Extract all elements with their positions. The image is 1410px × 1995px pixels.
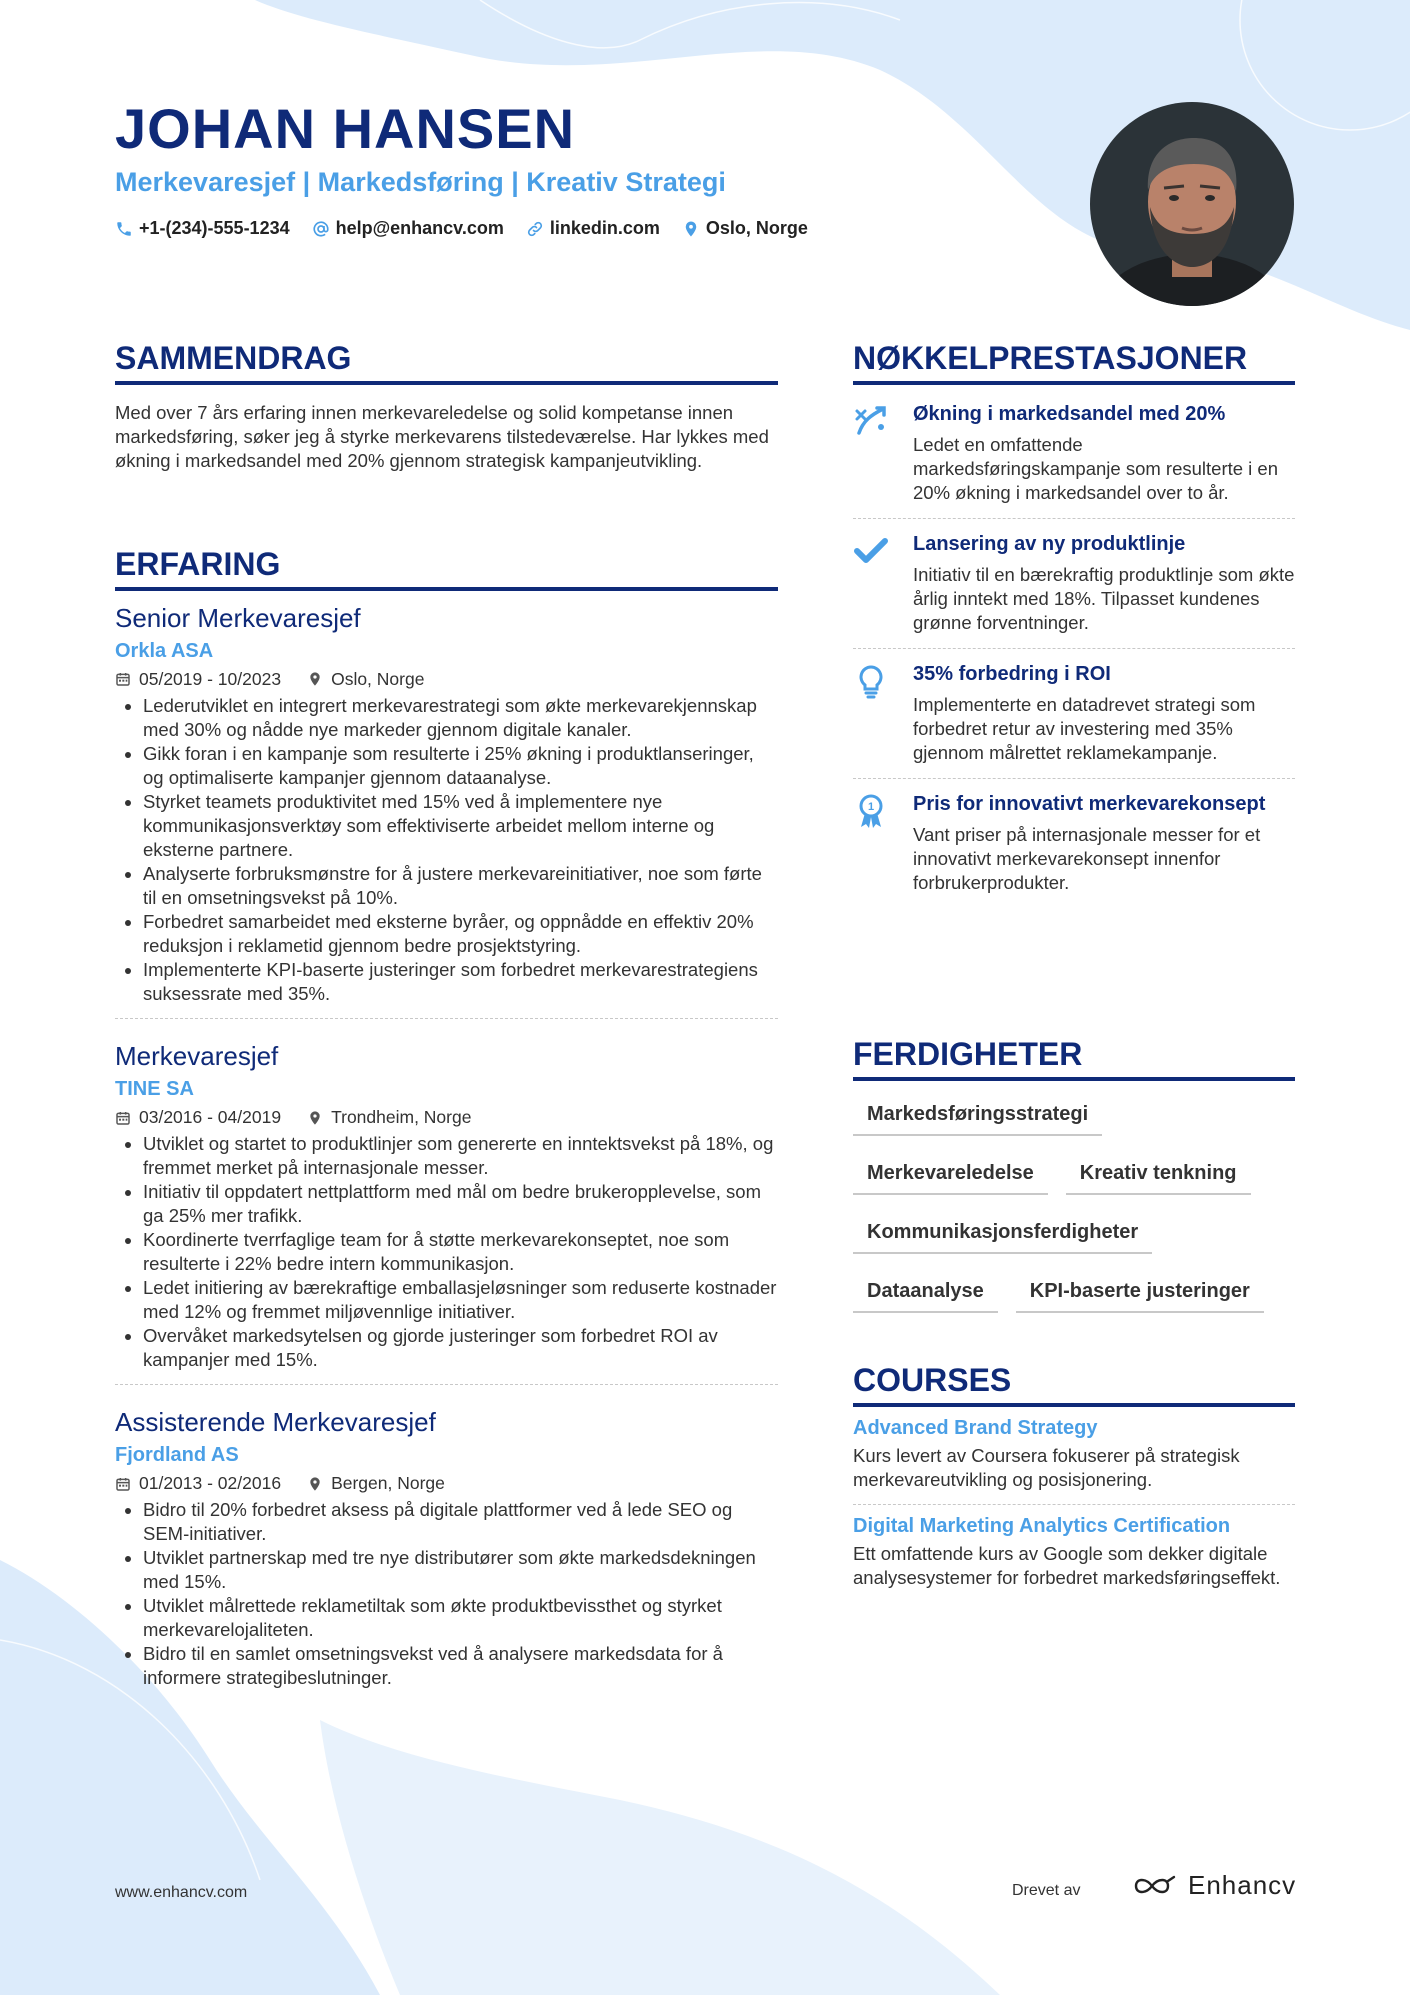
job-bullet: • Overvåket markedsytelsen og gjorde justeringer som forbedret ROI av kampanjer med 15%. (143, 1324, 778, 1372)
job-location-text: Bergen, Norge (331, 1473, 445, 1494)
courses-section (853, 1362, 1295, 1602)
job-bullet: • Bidro til 20% forbedret aksess på digitale plattformer ved å lede SEO og SEM-initiativer. (143, 1498, 778, 1546)
lightbulb-icon (853, 661, 895, 765)
job-bullet: • Utviklet og startet to produktlinjer som genererte en inntektsvekst på 18%, og fremmet merket på internasjonale messer. (143, 1132, 778, 1180)
skills-section (853, 1036, 1295, 1313)
skill-tag: Dataanalyse (853, 1272, 998, 1313)
location-text: Oslo, Norge (705, 218, 808, 238)
skill-tag: KPI-baserte justeringer (1016, 1272, 1264, 1313)
achievement-item (853, 389, 1295, 519)
linkedin-text: linkedin.com (549, 218, 660, 238)
course-list (853, 1407, 1295, 1602)
job-location (307, 669, 424, 690)
courses-heading: COURSES (853, 1362, 1295, 1407)
course-title[interactable]: Advanced Brand Strategy (853, 1416, 1098, 1439)
job-entry (115, 1018, 778, 1384)
job-bullets (115, 1498, 778, 1690)
calendar-icon (115, 1476, 131, 1492)
job-dates-text: 05/2019 - 10/2023 (139, 668, 282, 689)
course-desc: Ett omfattende kurs av Google som dekker digitale analysesystemer for forbedret markedsføringseffekt. (853, 1542, 1281, 1588)
company-name: Orkla ASA (115, 639, 214, 662)
job-title: Senior Merkevaresjef (115, 602, 361, 633)
job-title: Merkevaresjef (115, 1040, 279, 1071)
skills-heading: FERDIGHETER (853, 1036, 1295, 1081)
enhancv-logo-icon (1132, 1873, 1178, 1899)
award-icon (853, 791, 895, 895)
experience-heading: ERFARING (115, 546, 778, 591)
job-dates-text: 01/2013 - 02/2016 (139, 1473, 282, 1494)
left-column (115, 340, 778, 1689)
achievements-heading: NØKKELPRESTASJONER (853, 340, 1295, 385)
job-bullet: • Styrket teamets produktivitet med 15% ved å implementere nye kommunikasjonsverktøy som effektiviserte arbeidet mellom interne og eksterne partnere. (143, 790, 778, 862)
phone-text: +1-(234)-555-1234 (139, 218, 290, 238)
achievement-title: Pris for innovativt merkevarekonsept (913, 792, 1266, 815)
achievement-body (913, 661, 1295, 765)
right-column (853, 340, 1295, 1588)
footer-url[interactable]: www.enhancv.com (115, 1884, 248, 1901)
portrait-avatar (1090, 102, 1294, 306)
job-bullets (115, 694, 778, 1006)
job-dates (115, 1473, 281, 1494)
achievement-title: 35% forbedring i ROI (913, 662, 1111, 685)
job-location (307, 1473, 445, 1494)
contact-email[interactable] (312, 218, 504, 239)
job-location-text: Oslo, Norge (331, 668, 425, 689)
achievement-item (853, 779, 1295, 908)
profile-photo (1090, 102, 1294, 306)
job-bullet: • Koordinerte tverrfaglige team for å støtte merkevarekonseptet, noe som resulterte i 22% bedre intern kommunikasjon. (143, 1228, 778, 1276)
company-name: Fjordland AS (115, 1444, 239, 1467)
achievement-item (853, 649, 1295, 779)
link-icon (526, 220, 544, 238)
achievements-section (853, 340, 1295, 908)
job-dates (115, 1107, 281, 1128)
svg-text:1: 1 (867, 800, 875, 813)
calendar-icon (115, 671, 131, 687)
job-meta (115, 1107, 778, 1128)
achievement-body (913, 401, 1295, 505)
job-bullet: • Implementerte KPI-baserte justeringer som forbedret merkevarestrategiens suksessrate med 35%. (143, 958, 778, 1006)
achievement-item (853, 519, 1295, 649)
experience-section (115, 546, 778, 1702)
job-entry (115, 1384, 778, 1702)
skill-tag: Merkevareledelse (853, 1154, 1048, 1195)
calendar-icon (115, 1110, 131, 1126)
location-pin-icon (682, 220, 700, 238)
job-location (307, 1107, 471, 1128)
course-title[interactable]: Digital Marketing Analytics Certification (853, 1514, 1231, 1537)
achievement-desc: Vant priser på internasjonale messer for et innovativt merkevarekonsept innenfor forbrukerprodukter. (913, 823, 1261, 893)
job-dates (115, 669, 281, 690)
skill-tag: Markedsføringsstrategi (853, 1095, 1102, 1136)
job-bullet: • Lederutviklet en integrert merkevarestrategi som økte merkevarekjennskap med 30% og nådde nye markeder gjennom digitale kanaler. (143, 694, 778, 742)
job-bullets (115, 1132, 778, 1372)
course-desc: Kurs levert av Coursera fokuserer på strategisk merkevareutvikling og posisjonering. (853, 1444, 1240, 1490)
company-name: TINE SA (115, 1078, 194, 1101)
achievement-title: Lansering av ny produktlinje (913, 532, 1186, 555)
brand-name: Enhancv (1188, 1870, 1297, 1900)
skill-list (853, 1095, 1295, 1313)
email-text: help@enhancv.com (335, 218, 504, 238)
summary-section (115, 340, 778, 473)
powered-by-label: Drevet av (1012, 1882, 1081, 1899)
achievement-desc: Ledet en omfattende markedsføringskampanje som resulterte i en 20% økning i markedsandel over to år. (913, 433, 1279, 503)
job-bullet: • Bidro til en samlet omsetningsvekst ved å analysere markedsdata for å informere strategibeslutninger. (143, 1642, 778, 1690)
job-entry (115, 603, 778, 1018)
job-bullet: • Ledet initiering av bærekraftige emballasjeløsninger som reduserte kostnader med 12% og fremmet miljøvennlige initiativer. (143, 1276, 778, 1324)
check-icon (853, 531, 895, 635)
achievement-list (853, 389, 1295, 908)
course-item (853, 1505, 1295, 1602)
job-meta (115, 669, 778, 690)
location-pin-icon (307, 1476, 323, 1492)
job-bullet: • Initiativ til oppdatert nettplattform med mål om bedre brukeropplevelse, som ga 25% mer trafikk. (143, 1180, 778, 1228)
skill-tag: Kreativ tenkning (1066, 1154, 1251, 1195)
contact-bar (115, 218, 808, 239)
course-item (853, 1407, 1295, 1505)
job-meta (115, 1473, 778, 1494)
summary-heading: SAMMENDRAG (115, 340, 778, 385)
contact-linkedin[interactable] (526, 218, 660, 239)
contact-location (682, 218, 808, 239)
location-pin-icon (307, 1110, 323, 1126)
job-dates-text: 03/2016 - 04/2019 (139, 1107, 282, 1128)
contact-phone[interactable] (115, 218, 290, 239)
at-icon (312, 220, 330, 238)
job-bullet: • Forbedret samarbeidet med eksterne byråer, og oppnådde en effektiv 20% reduksjon i reklametid gjennom bedre prosjektstyring. (143, 910, 778, 958)
candidate-name: JOHAN HANSEN (115, 97, 576, 160)
job-title: Assisterende Merkevaresjef (115, 1407, 436, 1438)
job-bullet: • Utviklet målrettede reklametiltak som økte produktbevissthet og styrket merkevarelojaliteten. (143, 1594, 778, 1642)
achievement-desc: Initiativ til en bærekraftig produktlinje som økte årlig inntekt med 18%. Tilpasset kundenes grønne forventninger. (913, 563, 1295, 633)
achievement-body (913, 791, 1295, 895)
job-bullet: • Gikk foran i en kampanje som resulterte i 25% økning i produktlanseringer, og optimaliserte kampanjer gjennom dataanalyse. (143, 742, 778, 790)
location-pin-icon (307, 671, 323, 687)
growth-icon (853, 401, 895, 505)
achievement-desc: Implementerte en datadrevet strategi som forbedret retur av investering med 35% gjennom målrettet reklamekampanje. (913, 693, 1256, 763)
job-list (115, 603, 778, 1703)
achievement-title: Økning i markedsandel med 20% (913, 402, 1226, 425)
skill-tag: Kommunikasjonsferdigheter (853, 1213, 1152, 1254)
summary-text: Med over 7 års erfaring innen merkevareledelse og solid kompetanse innen markedsføring, søker jeg å styrke merkevarens tilstedeværelse. Har lykkes med økning i markedsandel med 20% gjennom strategisk kampanjeutvikling. (115, 401, 769, 471)
brand-logo[interactable] (1132, 1870, 1296, 1901)
job-bullet: • Analyserte forbruksmønstre for å justere merkevareinitiativer, noe som førte til en omsetningsvekst på 10%. (143, 862, 778, 910)
achievement-body (913, 531, 1295, 635)
job-location-text: Trondheim, Norge (331, 1107, 472, 1128)
job-bullet: • Utviklet partnerskap med tre nye distributører som økte markedsdekningen med 15%. (143, 1546, 778, 1594)
candidate-tagline: Merkevaresjef | Markedsføring | Kreativ Strategi (115, 167, 726, 197)
phone-icon (115, 220, 133, 238)
